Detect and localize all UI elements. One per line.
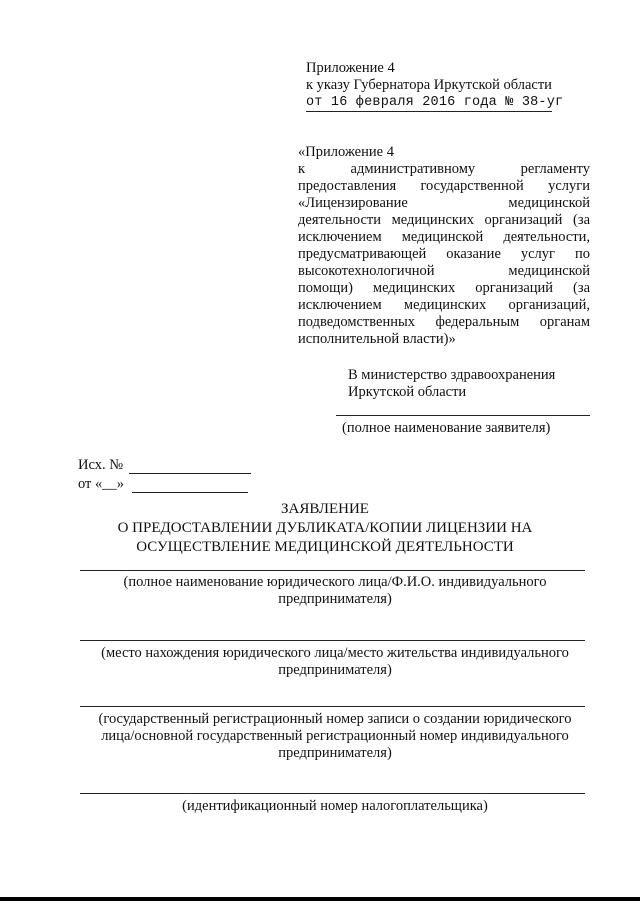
annex-line: высокотехнологичной медицинской — [298, 263, 590, 279]
caption-line: (место нахождения юридического лица/место жительства индивидуального — [101, 645, 569, 661]
recipient-line: Иркутской области — [348, 384, 467, 400]
annex-line: «Приложение 4 — [298, 144, 394, 160]
annex-line: предусматривающей оказание услуг по — [298, 246, 590, 262]
entity-name-caption — [80, 574, 590, 608]
document-title — [60, 500, 590, 557]
annex-line: исключением медицинских организаций, — [298, 297, 590, 313]
applicant-name-caption: (полное наименование заявителя) — [342, 420, 551, 436]
annex-line: исполнительной власти)» — [298, 331, 456, 347]
annex-line: помощи) медицинских организаций (за — [298, 280, 590, 296]
caption-line: предпринимателя) — [278, 745, 392, 761]
caption-line: (государственный регистрационный номер записи о создании юридического — [98, 711, 572, 727]
recipient-line: В министерство здравоохранения — [348, 367, 556, 383]
annex-regulation-block — [298, 144, 590, 348]
location-field[interactable] — [80, 640, 585, 641]
title-line: ОСУЩЕСТВЛЕНИЕ МЕДИЦИНСКОЙ ДЕЯТЕЛЬНОСТИ — [136, 539, 514, 555]
taxpayer-id-field[interactable] — [80, 793, 585, 794]
taxpayer-id-caption — [80, 798, 590, 815]
caption-line: предпринимателя) — [278, 591, 392, 607]
outgoing-date-field[interactable] — [132, 478, 248, 493]
page-bottom-edge — [0, 897, 640, 901]
registration-number-caption — [80, 711, 590, 762]
annex-line: к административному регламенту — [298, 161, 590, 177]
annex-line: «Лицензирование медицинской — [298, 195, 590, 211]
annex-line: предоставления государственной услуги — [298, 178, 590, 194]
outgoing-date-label: от «__» — [78, 476, 125, 492]
caption-line: (идентификационный номер налогоплательщика) — [182, 798, 488, 814]
recipient-block — [348, 367, 598, 401]
location-caption — [80, 645, 590, 679]
title-line: ЗАЯВЛЕНИЕ — [281, 501, 369, 517]
caption-line: лица/основной государственный регистрационный номер индивидуального — [101, 728, 569, 744]
caption-line: (полное наименование юридического лица/Ф.И.О. индивидуального — [123, 574, 547, 590]
annex-line: подведомственных федеральным органам — [298, 314, 590, 330]
outgoing-number-label: Исх. № — [78, 457, 124, 473]
annex-title: Приложение 4 — [306, 60, 395, 76]
applicant-name-line[interactable] — [336, 415, 590, 416]
outgoing-number-field[interactable] — [129, 459, 251, 474]
decree-reference: к указу Губернатора Иркутской области — [306, 77, 552, 93]
caption-line: предпринимателя) — [278, 662, 392, 678]
annex-header — [306, 60, 606, 112]
annex-line: исключением медицинской деятельности, — [298, 229, 590, 245]
outgoing-reference — [78, 455, 251, 493]
annex-line: деятельности медицинских организаций (за — [298, 212, 590, 228]
decree-date: от 16 февраля 2016 года № 38-уг — [306, 95, 564, 110]
title-line: О ПРЕДОСТАВЛЕНИИ ДУБЛИКАТА/КОПИИ ЛИЦЕНЗИИ НА — [117, 520, 533, 536]
registration-number-field[interactable] — [80, 706, 585, 707]
entity-name-field[interactable] — [80, 570, 585, 571]
